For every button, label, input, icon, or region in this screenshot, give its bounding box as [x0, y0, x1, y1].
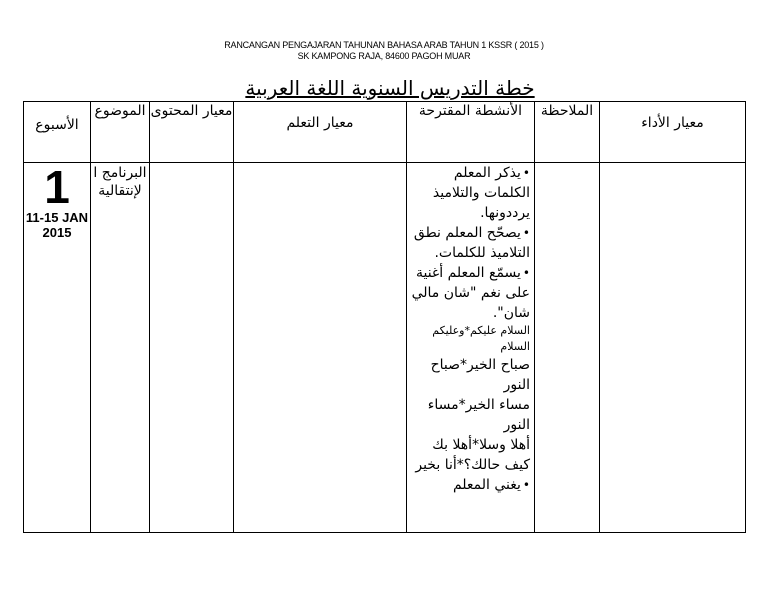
bullet-icon: •	[522, 478, 530, 492]
greeting-line: صباح الخير*صباح النور	[430, 357, 530, 393]
bullet-icon: •	[522, 226, 530, 240]
teaching-plan-table	[23, 101, 746, 533]
header-learning-standard: معيار التعلم	[234, 102, 407, 163]
week-cell	[24, 163, 91, 533]
header-performance-standard: معيار الأداء	[600, 102, 746, 163]
content-standard-cell	[150, 163, 234, 533]
table-header-row	[24, 102, 746, 163]
topic-cell	[91, 163, 150, 533]
notes-cell	[535, 163, 600, 533]
greeting-line: السلام عليكم*وعليكم السلام	[432, 324, 530, 353]
learning-standard-cell	[234, 163, 407, 533]
activity-item	[409, 223, 530, 263]
greeting-line: مساء الخير*مساء النور	[427, 397, 530, 433]
activities-cell	[407, 163, 535, 533]
school-address: SK KAMPONG RAJA, 84600 PAGOH MUAR	[297, 51, 471, 61]
activities-list	[407, 163, 534, 495]
greeting-line: أهلا وسلا*أهلا بك	[432, 437, 530, 453]
header-content-standard: معيار المحتوى	[150, 102, 234, 163]
activity-item	[409, 263, 530, 323]
header-notes: الملاحظة	[535, 102, 600, 163]
header-week: الأسبوع	[24, 102, 91, 163]
header-activities: الأنشطة المقترحة	[407, 102, 535, 163]
activity-item	[409, 475, 530, 495]
week-number: 1	[44, 161, 70, 213]
activity-text: يصحّح المعلم نطق التلاميذ للكلمات.	[413, 225, 530, 261]
week-dates: 11-15 JAN 2015	[25, 210, 89, 240]
activity-text: يذكر المعلم الكلمات والتلاميذ يرددونها.	[432, 165, 530, 221]
topic-text: البرنامج الإنتقالية	[93, 165, 147, 199]
bullet-icon: •	[522, 266, 530, 280]
activity-text: يسمّع المعلم أغنية على نغم "شان مالي شان".	[411, 265, 530, 321]
plan-header-line1: RANCANGAN PENGAJARAN TAHUNAN BAHASA ARAB TAHUN 1 KSSR ( 2015 )	[224, 40, 544, 50]
greeting-line: كيف حالك؟*أنا بخير	[415, 457, 530, 473]
performance-standard-cell	[600, 163, 746, 533]
activity-item	[409, 163, 530, 223]
table-row	[24, 163, 746, 533]
bullet-icon: •	[522, 166, 530, 180]
document-title: خطة التدريس السنوية اللغة العربية	[245, 76, 535, 100]
activity-text: يغني المعلم	[452, 477, 521, 493]
header-topic: الموضوع	[91, 102, 150, 163]
